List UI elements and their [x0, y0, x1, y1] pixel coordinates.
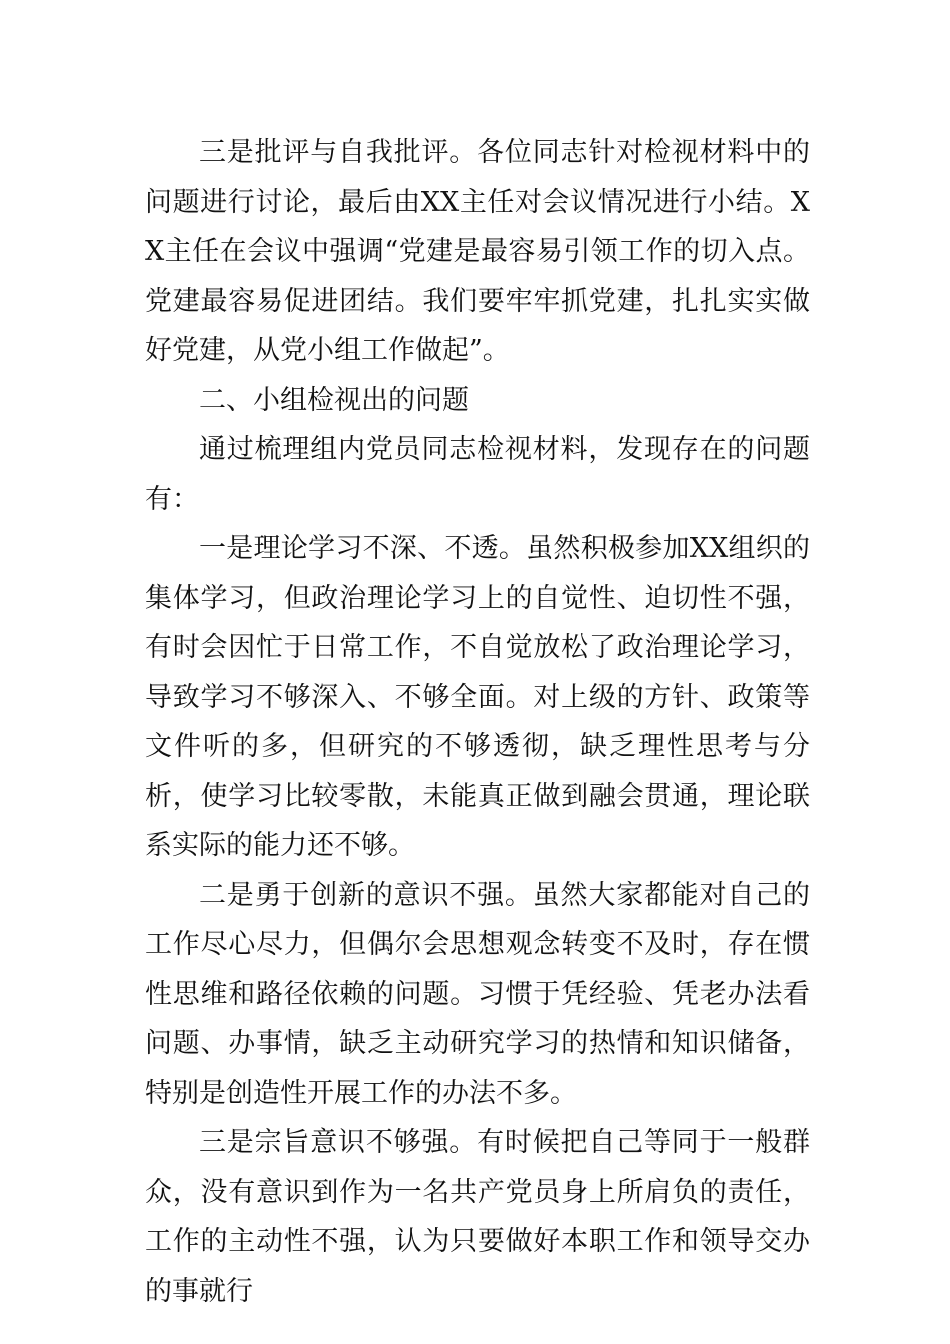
paragraph-issues-intro: 通过梳理组内党员同志检视材料，发现存在的问题有： [145, 434, 810, 515]
paragraph-criticism-self-criticism: 三是批评与自我批评。各位同志针对检视材料中的问题进行讨论，最后由XX主任对会议情况进行小结。XX主任在会议中强调“党建是最容易引领工作的切入点。党建最容易促进团结。我们要牢牢抓党建，扎扎实实做好党建，从党小组工作做起”。 [145, 137, 810, 366]
paragraph-issue-theory-study: 一是理论学习不深、不透。虽然积极参加XX组织的集体学习，但政治理论学习上的自觉性、迫切性不强，有时会因忙于日常工作，不自觉放松了政治理论学习，导致学习不够深入、不够全面。对上级的方针、政策等文件听的多，但研究的不够透彻，缺乏理性思考与分析，使学习比较零散，未能真正做到融会贯通，理论联系实际的能力还不够。 [145, 533, 810, 861]
paragraph-issue-innovation: 二是勇于创新的意识不强。虽然大家都能对自己的工作尽心尽力，但偶尔会思想观念转变不及时，存在惯性思维和路径依赖的问题。习惯于凭经验、凭老办法看问题、办事情，缺乏主动研究学习的热情和知识储备，特别是创造性开展工作的办法不多。 [145, 879, 810, 1109]
paragraph-issue-purpose-awareness: 三是宗旨意识不够强。有时候把自己等同于一般群众，没有意识到作为一名共产党员身上所肩负的责任，工作的主动性不强，认为只要做好本职工作和领导交办的事就行 [145, 1127, 810, 1307]
document-body [145, 128, 810, 1316]
section-heading-group-issues: 二、小组检视出的问题 [199, 384, 469, 416]
